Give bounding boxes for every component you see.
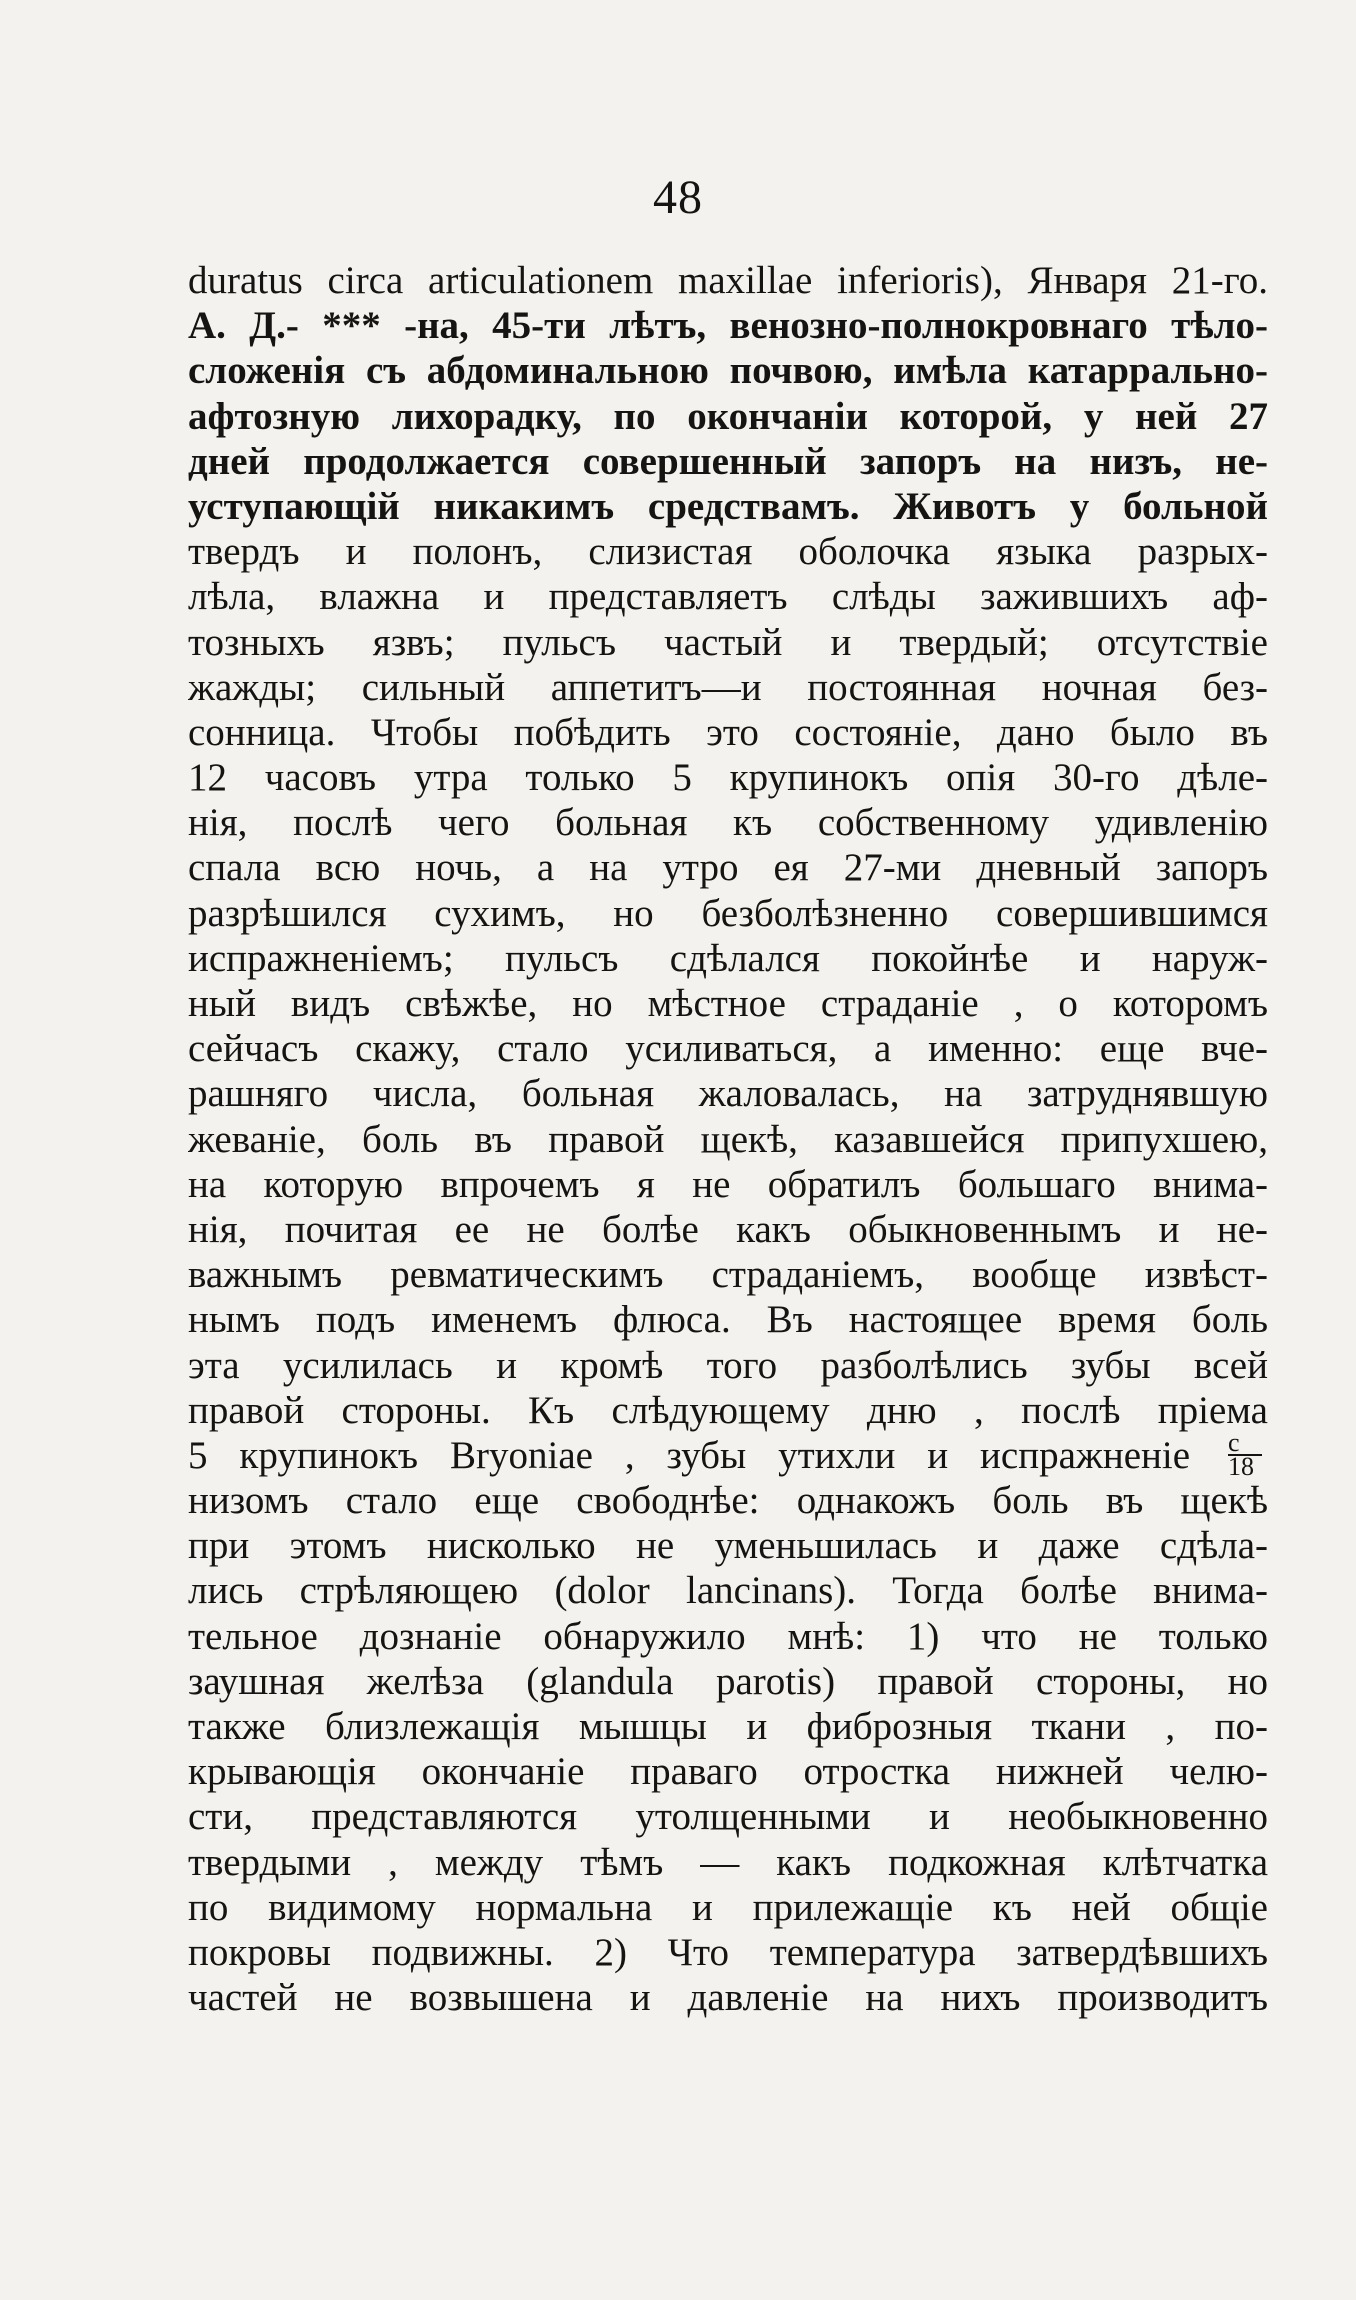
text-line: частей не возвышена и давленіе на нихъ производитъ xyxy=(188,1976,1268,2020)
text-line: низомъ стало еще свободнѣе: однакожъ боль въ щекѣ xyxy=(188,1479,1268,1523)
text-line: твердъ и полонъ, слизистая оболочка языка разрых- xyxy=(188,530,1268,574)
text-line: 12 часовъ утра только 5 крупинокъ опія 30-го дѣле- xyxy=(188,756,1268,800)
text-line: ный видъ свѣжѣе, но мѣстное страданіе , о которомъ xyxy=(188,982,1268,1025)
text-line: твердыми , между тѣмъ — какъ подкожная клѣтчатка xyxy=(188,1840,1268,1884)
text-line: лись стрѣляющею (dolor lancinans). Тогда болѣе внима- xyxy=(188,1569,1268,1613)
text-line: спала всю ночь, а на утро ея 27-ми дневный запоръ xyxy=(188,846,1268,890)
page-number: 48 xyxy=(653,171,703,224)
text-line: дней продолжается совершенный запоръ на низъ, не- xyxy=(188,439,1268,483)
dilution-fraction xyxy=(1228,1432,1262,1479)
text-line: сложенія съ абдоминальною почвою, имѣла катаррально- xyxy=(188,349,1268,393)
text-line: duratus circa articulationem maxillae inferioris), Января 21-го. xyxy=(188,259,1268,302)
text-line: по видимому нормальна и прилежащіе къ ней общіе xyxy=(188,1885,1268,1929)
text-line: нія, послѣ чего больная къ собственному удивленію xyxy=(188,801,1268,845)
text-line: уступающій никакимъ средствамъ. Животъ у больной xyxy=(188,484,1268,528)
fraction-denominator: 18 xyxy=(1228,1451,1254,1479)
text-line: также близлежащія мышцы и фиброзныя ткани , по- xyxy=(188,1705,1268,1748)
text-line: нымъ подъ именемъ флюса. Въ настоящее время боль xyxy=(188,1298,1268,1342)
text-line: рашняго числа, больная жаловалась, на затруднявшую xyxy=(188,1072,1268,1116)
text-line: на которую впрочемъ я не обратилъ большаго внима- xyxy=(188,1162,1268,1206)
text-line: разрѣшился сухимъ, но безболѣзненно совершившимся xyxy=(188,891,1268,935)
text-line: крывающія окончаніе праваго отростка нижней челю- xyxy=(188,1750,1268,1794)
text-line: сонница. Чтобы побѣдить это состояніе, дано было въ xyxy=(188,710,1268,754)
text-line: испражненіемъ; пульсъ сдѣлался покойнѣе и наруж- xyxy=(188,936,1268,980)
text-line: важнымъ ревматическимъ страданіемъ, вообще извѣст- xyxy=(188,1253,1268,1297)
text-line: покровы подвижны. 2) Что температура затвердѣвшихъ xyxy=(188,1930,1268,1974)
text-line: при этомъ нисколько не уменьшилась и даже сдѣла- xyxy=(188,1524,1268,1568)
text-line: жеваніе, боль въ правой щекѣ, казавшейся припухшею, xyxy=(188,1117,1268,1161)
text-line: правой стороны. Къ слѣдующему дню , послѣ пріема xyxy=(188,1388,1268,1432)
text-line: сти, представляются утолщенными и необыкновенно xyxy=(188,1795,1268,1839)
fraction-numerator: c xyxy=(1228,1432,1240,1457)
text-line: эта усилилась и кромѣ того разболѣлись зубы всей xyxy=(188,1343,1268,1387)
text-line: А. Д.- *** -на, 45-ти лѣтъ, венозно-полнокровнаго тѣло- xyxy=(188,304,1268,348)
text-line-with-fraction xyxy=(188,1433,1268,1478)
text-line: лѣла, влажна и представляетъ слѣды зажившихъ аф- xyxy=(188,575,1268,619)
text-line: тельное дознаніе обнаружило мнѣ: 1) что не только xyxy=(188,1614,1268,1658)
text-line: жажды; сильный аппетитъ—и постоянная ночная без- xyxy=(188,665,1268,709)
text-line: афтозную лихорадку, по окончаніи которой, у ней 27 xyxy=(188,394,1268,438)
text-line: 5 крупинокъ Bryoniae , зубы утихли и испражненіе xyxy=(188,1433,1191,1477)
body-text xyxy=(188,258,1268,2020)
text-line: нія, почитая ее не болѣе какъ обыкновеннымъ и не- xyxy=(188,1207,1268,1251)
text-line: сейчасъ скажу, стало усиливаться, а именно: еще вче- xyxy=(188,1027,1268,1071)
text-line: заушная желѣза (glandula parotis) правой стороны, но xyxy=(188,1659,1268,1703)
text-line: тозныхъ язвъ; пульсъ частый и твердый; отсутствіе xyxy=(188,620,1268,664)
